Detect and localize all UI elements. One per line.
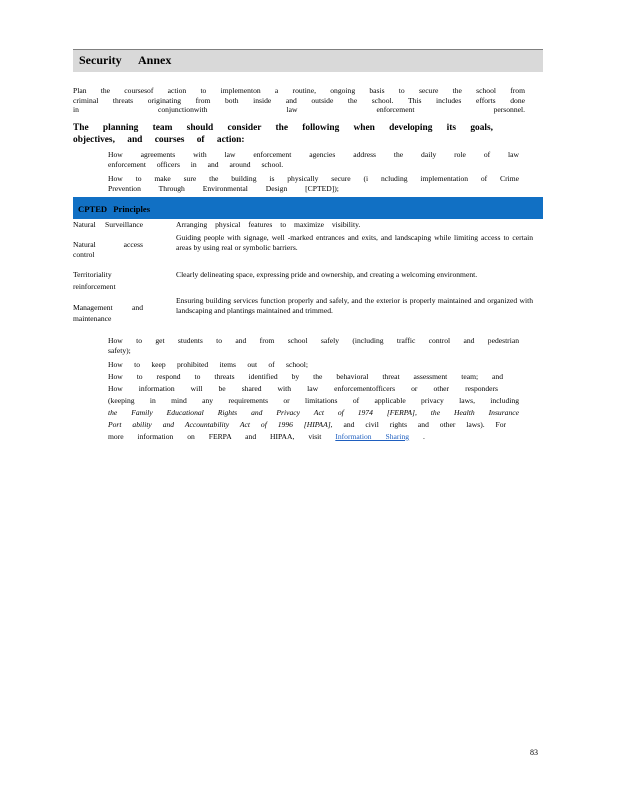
list-item-text-lead: more information on FERPA and HIPAA, visit (108, 432, 336, 441)
section-header (73, 49, 543, 72)
page-number: 83 (530, 748, 538, 757)
list-item-text: How information will be shared with law enforcementofficers or other responders (108, 384, 498, 393)
principle-description: Arranging physical features to maximize visibility. (176, 220, 361, 229)
list-item-text: How agreements with law enforcement agencies address the daily role of law (108, 150, 519, 159)
principle-term: Management and (73, 303, 143, 312)
planning-line: The planning team should consider the following when developing its goals, (73, 123, 493, 133)
cpted-header (73, 197, 543, 219)
principle-term: maintenance (73, 314, 112, 323)
principle-term: control (73, 250, 95, 259)
list-item-text (108, 420, 519, 430)
list-item-text-rest: and civil rights and other laws). For (332, 420, 507, 429)
cpted-title: CPTED Principles (78, 204, 151, 214)
list-item-text: How to respond to threats identified by the behavioral threat assessment team; and (108, 372, 503, 381)
principle-term: Natural Surveillance (73, 220, 143, 229)
list-item-text: How to get students to and from school safely (including traffic control and pedestrian (108, 336, 519, 345)
list-item-text: Prevention Through Environmental Design [CPTED]); (108, 184, 339, 193)
intro-line: Plan the coursesof action to implementon a routine, ongoing basis to secure the school from (73, 86, 525, 95)
intro-paragraph (73, 86, 525, 115)
list-item-text-end: . (409, 432, 425, 441)
information-sharing-link[interactable]: Information Sharing (335, 432, 410, 441)
list-item-text: (keeping in mind any requirements or limitations of applicable privacy laws, including (108, 396, 519, 405)
principle-description: Ensuring building services function properly and safely, and the exterior is properly maintained and organized with landscaping and plantings maintained and trimmed. (176, 296, 533, 315)
list-item-text (108, 432, 519, 442)
list-item-text: the Family Educational Rights and Privacy Act of 1974 [FERPA], the Health Insurance (108, 408, 519, 417)
law-reference: Port ability and Accountability Act of 1996 [HIPAA], (108, 420, 333, 429)
section-title: Security Annex (79, 53, 172, 67)
planning-paragraph (73, 122, 493, 147)
principle-term: reinforcement (73, 282, 116, 291)
list-item-text: How to make sure the building is physically secure (i ncluding implementation of Crime (108, 174, 519, 183)
list-item-text: How to keep prohibited items out of school; (108, 360, 308, 369)
list-item-text: enforcement officers in and around school. (108, 160, 284, 169)
list-item-text: safety); (108, 346, 131, 355)
intro-line: criminal threats originating from both inside and outside the school. This includes efforts done (73, 95, 525, 105)
principle-description: Guiding people with signage, well -marked entrances and exits, and landscaping while limiting access to certain areas by using real or symbolic barriers. (176, 233, 533, 252)
principle-term: Natural access (73, 240, 143, 249)
principle-term: Territoriality (73, 270, 112, 279)
planning-line: objectives, and courses of action: (73, 135, 245, 146)
principle-description: Clearly delineating space, expressing pride and ownership, and creating a welcoming environment. (176, 270, 478, 279)
intro-line: in conjunctionwith law enforcement personnel. (73, 105, 525, 115)
